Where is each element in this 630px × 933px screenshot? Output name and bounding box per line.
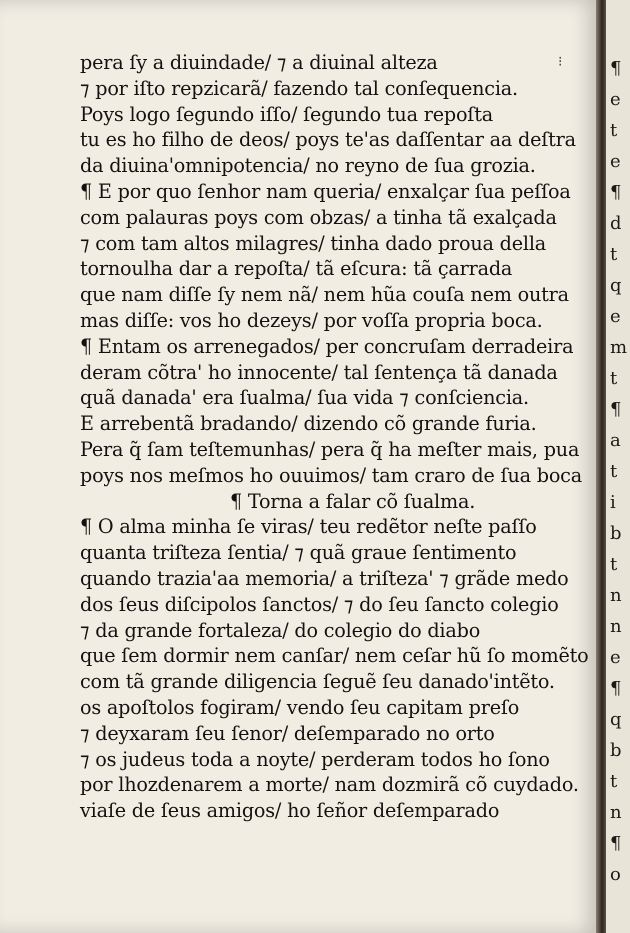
text-line: com palauras poys com obzas/ a tinha tã exalçada <box>80 205 557 229</box>
facing-page-fragment: ¶ <box>610 678 622 699</box>
text-line: com tã grande diligencia ſeguẽ ſeu danado'intẽto. <box>80 670 555 694</box>
text-line: poys nos meſmos ho ouuimos/ tam craro de ſua boca <box>80 463 582 487</box>
facing-page-fragment: n <box>610 585 622 606</box>
facing-page-fragment: b <box>610 523 622 544</box>
text-line: pera ſy a diuindade/ ⁊ a diuinal alteza <box>80 51 438 74</box>
text-line: os apoſtolos fogiram/ vendo ſeu capitam preſo <box>80 695 520 719</box>
facing-page-fragment: t <box>610 120 618 141</box>
text-line: tu es ho filho de deos/ poys te'as daſſentar aa deſtra <box>80 128 576 152</box>
facing-page-fragment: ¶ <box>610 833 622 854</box>
text-line: ⁊ por iſto repzicarã/ fazendo tal conſequencia. <box>80 76 518 100</box>
facing-page-fragment: n <box>610 802 622 823</box>
book-gutter <box>596 0 606 933</box>
page-text <box>80 50 595 824</box>
text-line: quã danada' era ſualma/ ſua vida ⁊ conſciencia. <box>80 386 529 410</box>
facing-page-fragment: e <box>610 89 621 110</box>
facing-page-fragment: ¶ <box>610 182 622 203</box>
facing-page-fragment: o <box>610 864 621 885</box>
facing-page-fragment: t <box>610 554 618 575</box>
facing-page-fragment: b <box>610 740 622 761</box>
text-line: viaſe de ſeus amigos/ ho ſeñor deſemparado <box>80 799 500 823</box>
text-line: dos ſeus diſcipolos ſanctos/ ⁊ do ſeu ſancto colegio <box>80 592 559 616</box>
facing-page-edge <box>606 0 630 933</box>
text-line: ¶ E por quo ſenhor nam queria/ enxalçar ſua peſſoa <box>80 179 571 203</box>
facing-page-fragment: d <box>610 213 622 234</box>
text-line: tornoulha dar a repoſta/ tã eſcura: tã çarrada <box>80 257 513 281</box>
text-line: Poys logo ſegundo iſſo/ ſegundo tua repoſta <box>80 102 493 126</box>
text-line: que nam diſſe ſy nem nã/ nem hũa couſa nem outra <box>80 283 569 307</box>
text-line: ¶ Entam os arrenegados/ per concruſam derradeira <box>80 334 574 358</box>
facing-page-fragment: a <box>610 430 621 451</box>
facing-page-fragment: e <box>610 647 621 668</box>
text-line: que ſem dormir nem canſar/ nem ceſar hũ ſo momẽto <box>80 644 589 668</box>
facing-page-fragment: ¶ <box>610 58 622 79</box>
text-line: ¶ O alma minha ſe viras/ teu redẽtor neſte paſſo <box>80 515 537 539</box>
text-line: ¶ Torna a falar cõ ſualma. <box>230 489 476 513</box>
text-line: quando trazia'aa memoria/ a triſteza' ⁊ grãde medo <box>80 566 569 590</box>
text-line: da diuina'omnipotencia/ no reyno de ſua grozia. <box>80 154 536 178</box>
facing-page-fragment: ¶ <box>610 399 622 420</box>
facing-page-fragment: t <box>610 771 618 792</box>
facing-page-fragment: q <box>610 275 622 296</box>
facing-page-fragment: e <box>610 306 621 327</box>
margin-mark: ⁝ <box>558 54 563 70</box>
text-line: quanta triſteza ſentia/ ⁊ quã graue ſentimento <box>80 541 517 565</box>
facing-page-fragment: n <box>610 616 622 637</box>
text-line: E arrebentã bradando/ dizendo cõ grande furia. <box>80 412 537 436</box>
facing-page-fragment: t <box>610 244 618 265</box>
text-line: por lhozdenarem a morte/ nam dozmirã cõ cuydado. <box>80 773 579 797</box>
facing-page-fragment: t <box>610 461 618 482</box>
text-line: Pera q̃ ſam teſtemunhas/ pera q̃ ha meſter mais, pua <box>80 437 580 461</box>
text-line: ⁊ com tam altos milagres/ tinha dado proua della <box>80 231 546 255</box>
text-line: deram cõtra' ho innocente/ tal ſentença tã danada <box>80 360 558 384</box>
text-line: ⁊ da grande fortaleza/ do colegio do diabo <box>80 618 481 642</box>
facing-page-fragment: t <box>610 368 618 389</box>
text-line: ⁊ deyxaram ſeu ſenor/ deſemparado no orto <box>80 721 495 745</box>
facing-page-fragment: i <box>610 492 616 513</box>
text-line: ⁊ os judeus toda a noyte/ perderam todos ho ſono <box>80 747 550 771</box>
facing-page-fragment: q <box>610 709 622 730</box>
text-line: mas diſſe: vos ho dezeys/ por voſſa propria boca. <box>80 308 543 332</box>
facing-page-fragment: m <box>610 337 628 358</box>
facing-page-fragment: e <box>610 151 621 172</box>
